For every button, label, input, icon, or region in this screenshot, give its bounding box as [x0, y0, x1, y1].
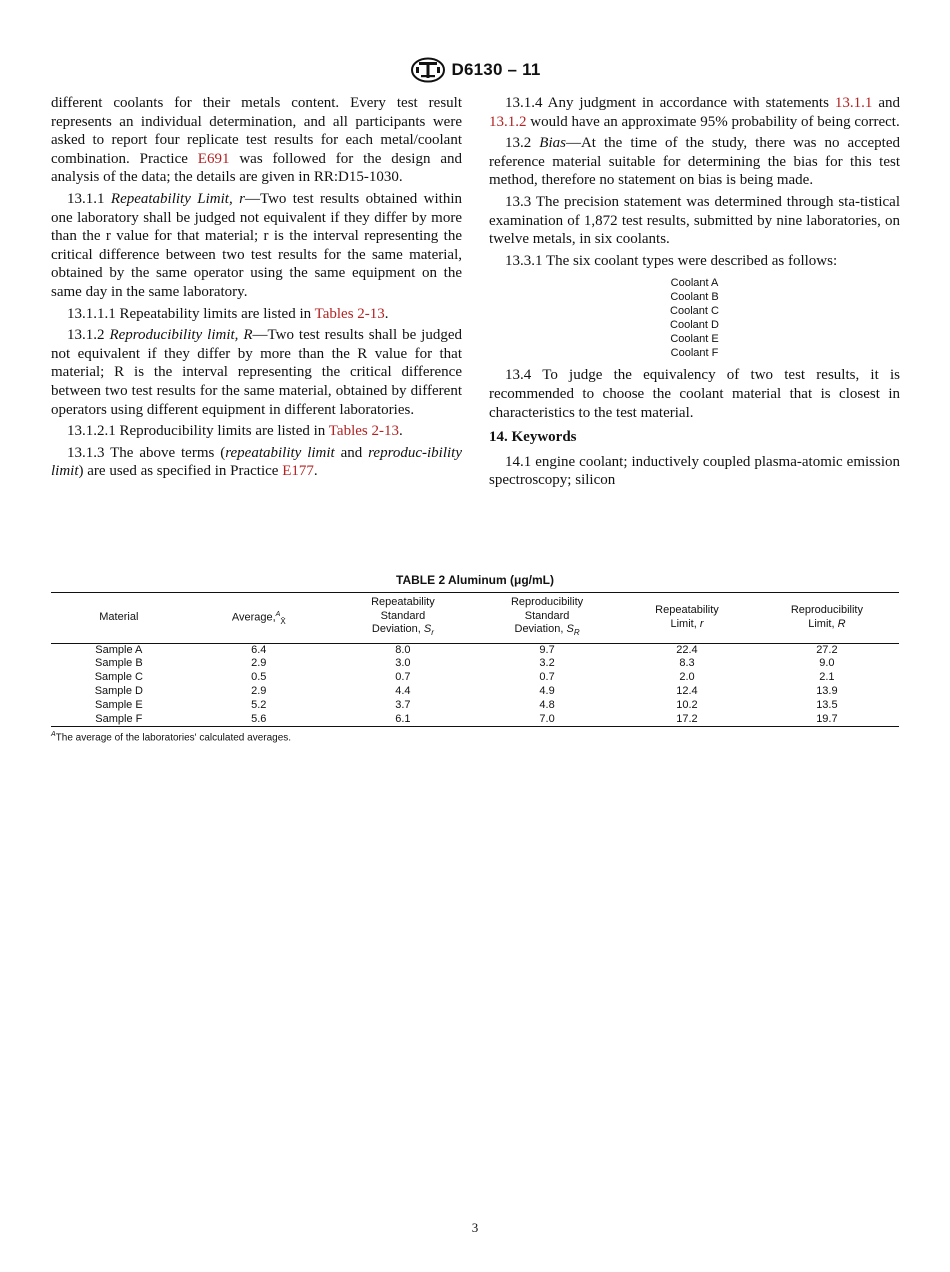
coolant-item: Coolant F: [670, 347, 719, 360]
coolant-item: Coolant D: [670, 319, 719, 332]
table-row: Sample B 2.9 3.0 3.2 8.3 9.0: [94, 657, 835, 670]
paragraph-13-1-1-1: 13.1.1.1 Repeatability limits are listed in Tables 2-13.: [67, 305, 389, 322]
paragraph-13-2: 13.2 Bias—At the time of the study, there was no accepted reference material suitable for determining the bias for this test method, therefore no statement on bias is being made.: [489, 135, 900, 189]
col-header-material: Material: [99, 611, 139, 624]
col-header-repeatability-sd: Repeatability Standard Deviation, $S_r$: [371, 596, 435, 638]
paragraph-13-3: 13.3 The precision statement was determined through sta-tistical examination of 1,872 test results, submitted by nine laboratories, on twelve metals, in six coolants.: [489, 193, 900, 248]
coolant-item: Coolant E: [670, 333, 719, 346]
paragraph-14-1: 14.1 engine coolant; inductively coupled plasma-atomic emission spectroscopy; silicon: [489, 453, 900, 489]
page-number: 3: [471, 1220, 479, 1235]
coolant-item: Coolant B: [670, 291, 719, 304]
coolant-item: Coolant A: [670, 277, 719, 290]
document-id: D6130 – 11: [451, 60, 541, 79]
table-footnote: $^A$The average of the laboratories' calculated averages.: [51, 731, 292, 744]
link-tables-2-13[interactable]: Tables 2-13: [328, 423, 399, 440]
table-header-row: [51, 593, 899, 644]
table-2-aluminum: [51, 573, 899, 744]
paragraph-13-3-1: 13.3.1 The six coolant types were described as follows:: [505, 252, 838, 269]
col-header-reproducibility-sd: Reproducibility Standard Deviation, $S_R$: [510, 596, 584, 638]
paragraph-13-1-cont: different coolants for their metals content. Every test result represents an individual determination, and all participants were asked to report four replicate test results for each metal/coolant combination. Practice E691 was followed for the design and analysis of the data; the details are given in RR:D15-1030.: [51, 95, 462, 186]
coolant-list: [489, 276, 900, 360]
table-row: Sample E 5.2 3.7 4.8 10.2 13.5: [94, 698, 838, 711]
link-e691[interactable]: E691: [197, 150, 230, 167]
table-title: TABLE 2 Aluminum (μg/mL): [396, 573, 554, 587]
link-13-1-2[interactable]: 13.1.2: [489, 113, 527, 130]
paragraph-13-1-1: 13.1.1 Repeatability Limit, r—Two test results obtained within one laboratory shall be judged not equivalent if they differ by more than the r value for that material; r is the interval representing the critical difference between two test results for the same material, obtained by the same operator using the same equipment on the same day in the same laboratory.: [51, 190, 462, 300]
col-header-average: Average,$^A_{X̄}$: [231, 610, 286, 626]
left-column: [51, 94, 462, 484]
paragraph-13-4: 13.4 To judge the equivalency of two test results, it is recommended to choose the coolant material that is closest in characteristics to the test material.: [489, 367, 900, 421]
right-column: [489, 94, 900, 493]
table-row: Sample D 2.9 4.4 4.9 12.4 13.9: [94, 685, 838, 698]
astm-logo-icon: [410, 57, 446, 83]
link-13-1-1[interactable]: 13.1.1: [834, 95, 873, 111]
coolant-item: Coolant C: [670, 305, 719, 318]
page-header: [0, 56, 950, 84]
table-row: Sample F 5.6 6.1 7.0 17.2 19.7: [51, 713, 899, 727]
data-table: [51, 592, 899, 727]
paragraph-13-1-3: 13.1.3 The above terms (repeatability limit and reproduc-ibility limit) are used as specified in Practice E177.: [51, 444, 462, 480]
table-row: Sample A 6.4 8.0 9.7 22.4 27.2: [95, 643, 838, 656]
paragraph-13-1-2-1: 13.1.2.1 Reproducibility limits are listed in Tables 2-13.: [67, 423, 403, 440]
section-heading-keywords: 14. Keywords: [489, 429, 577, 446]
link-tables-2-13[interactable]: Tables 2-13: [314, 305, 385, 322]
paragraph-13-1-2: 13.1.2 Reproducibility limit, R—Two test results shall be judged not equivalent if they differ by more than the R value for that material; R is the interval representing the critical difference between two test results for the same material, obtained by different operators using different equipment in different laboratories.: [51, 327, 462, 418]
col-header-reproducibility-limit: Reproducibility Limit, R: [790, 604, 863, 630]
col-header-repeatability-limit: Repeatability Limit, r: [655, 604, 719, 630]
paragraph-13-1-4: 13.1.4 Any judgment in accordance with statements 13.1.1 and 13.1.2 would have an approximate 95% probability of being correct.: [489, 95, 900, 130]
table-row: Sample C 0.5 0.7 0.7 2.0 2.1: [94, 671, 835, 684]
link-e177[interactable]: E177: [282, 463, 314, 480]
